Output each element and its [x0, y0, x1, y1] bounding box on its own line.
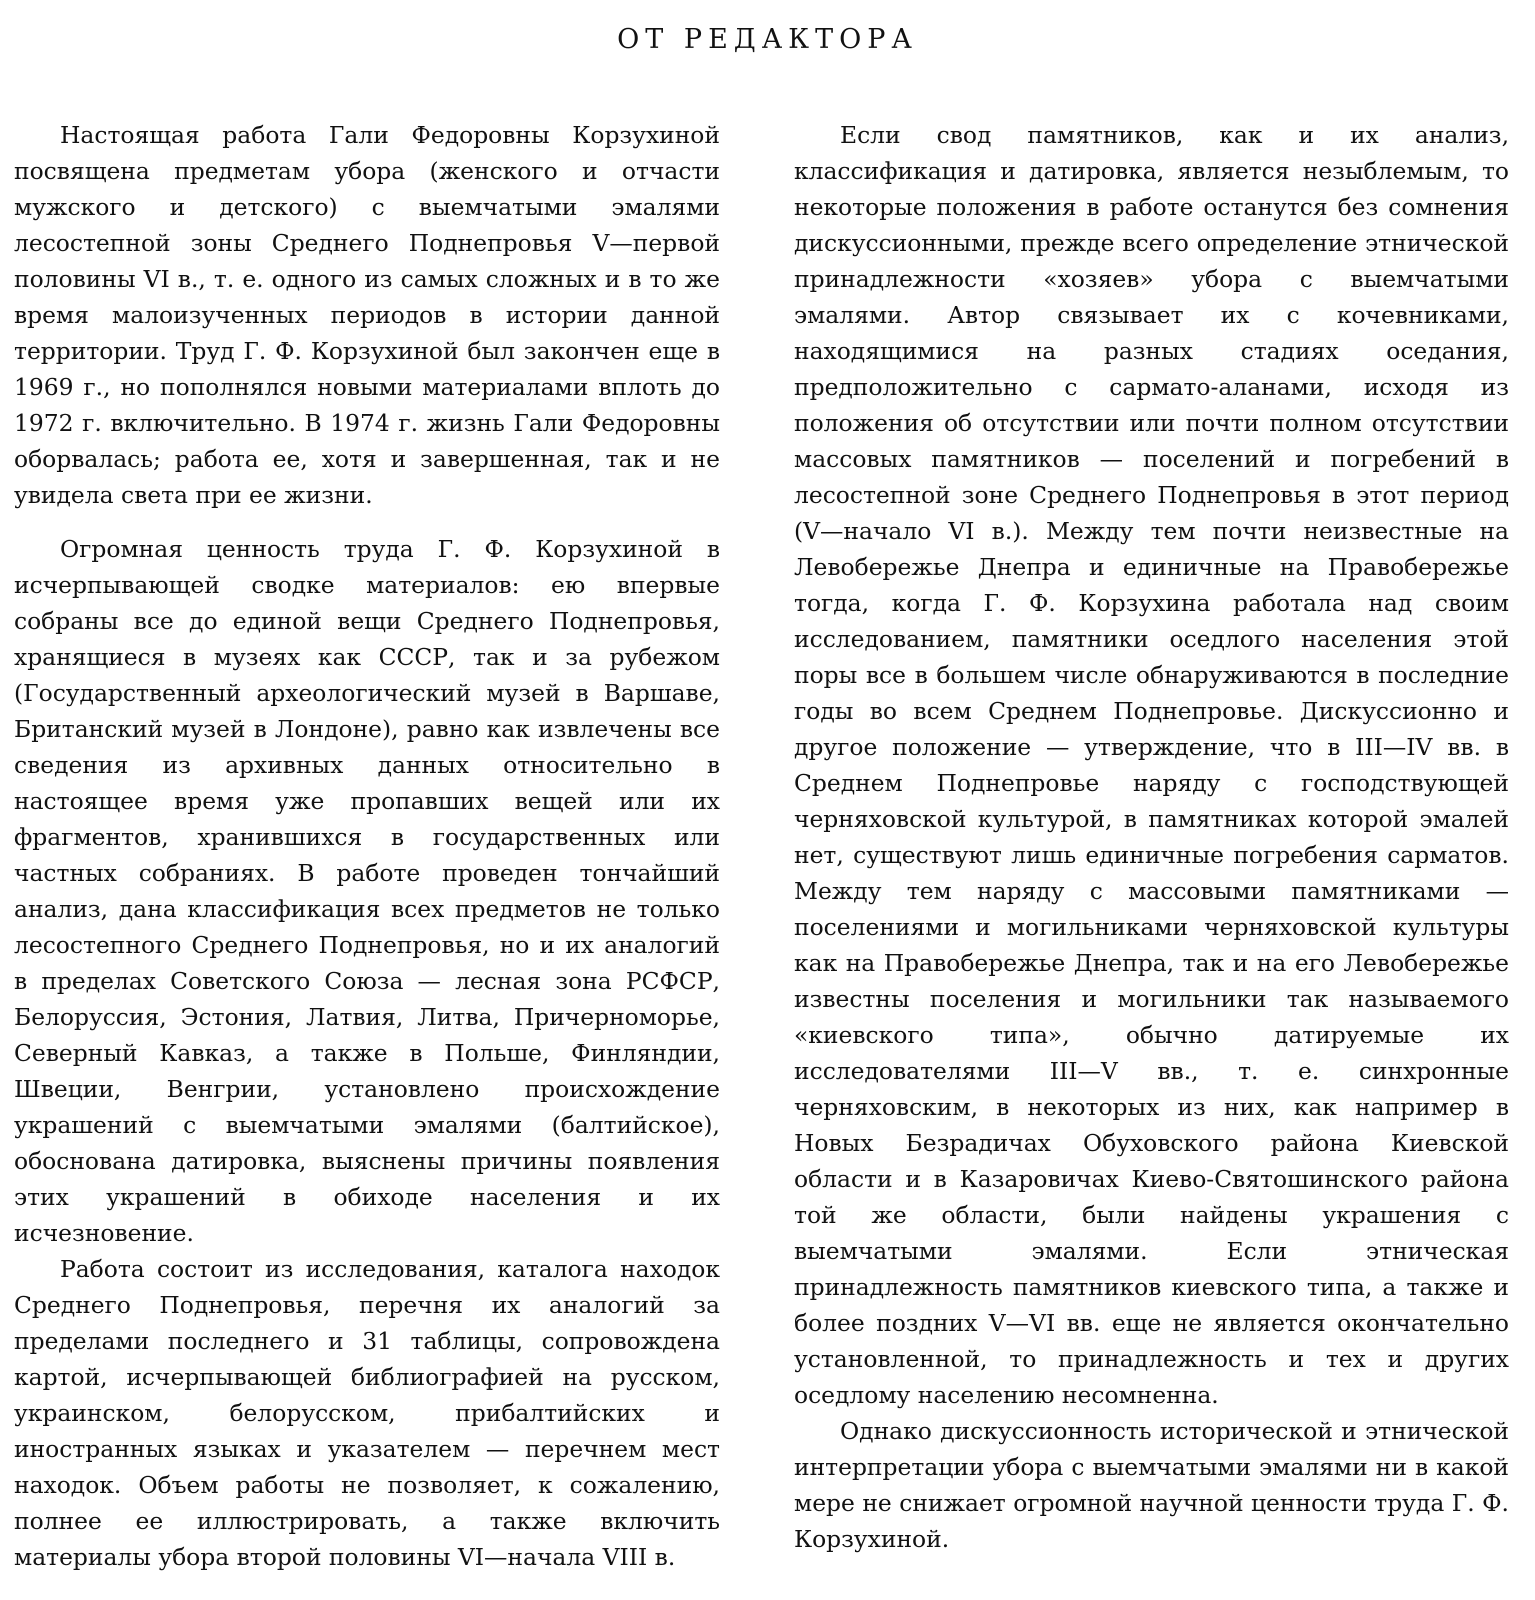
paragraph: Работа состоит из исследования, каталога находок Среднего Поднепровья, перечня их аналогий за пределами последнего и 31 таблицы, сопровождена картой, исчерпывающей библиографией на русском, украинском, белорусском, прибалтийских и иностранных языках и указателем — перечнем мест находок. Объем работы не позволяет, к сожалению, полнее ее иллюстрировать, а также включить материалы убора второй половины VI—начала VIII в.	[14, 1255, 720, 1571]
right-column	[794, 117, 1509, 1557]
paragraph: Если свод памятников, как и их анализ, классификация и датировка, является незыблемым, то некоторые положения в работе останутся без сомнения дискуссионными, прежде всего определение этнической принадлежности «хозяев» убора с выемчатыми эмалями. Автор связывает их с кочевниками, находящимися на разных стадиях оседания, предположительно с сармато-аланами, исходя из положения об отсутствии или почти полном отсутствии массовых памятников — поселений и погребений в лесостепной зоне Среднего Поднепровья в этот период (V—начало VI в.). Между тем почти неизвестные на Левобережье Днепра и единичные на Правобережье тогда, когда Г. Ф. Корзухина работала над своим исследованием, памятники оседлого населения этой поры все в большем числе обнаруживаются в последние годы во всем Среднем Поднепровье. Дискуссионно и другое положение — утверждение, что в III—IV вв. в Среднем Поднепровье наряду с господствующей черняховской культурой, в памятниках которой эмалей нет, существуют лишь единичные погребения сарматов. Между тем наряду с массовыми памятниками — поселениями и могильниками черняховской культуры как на Правобережье Днепра, так и на его Левобережье известны поселения и могильники так называемого «киевского типа», обычно датируемые их исследователями III—V вв., т. е. синхронные черняховским, в некоторых из них, как например в Новых Безрадичах Обуховского района Киевской области и в Казаровичах Киево-Святошинского района той же области, были найдены украшения с выемчатыми эмалями. Если этническая принадлежность памятников киевского типа, а также и более поздних V—VI вв. еще не является окончательно установленной, то принадлежность и тех и других оседлому населению несомненна.	[794, 121, 1509, 1409]
paragraph: Однако дискуссионность исторической и этнической интерпретации убора с выемчатыми эмалями ни в какой мере не снижает огромной научной ценности труда Г. Ф. Корзухиной.	[794, 1417, 1509, 1553]
page-title: ОТ РЕДАКТОРА	[617, 24, 918, 55]
paragraph: Огромная ценность труда Г. Ф. Корзухиной в исчерпывающей сводке материалов: ею впервые собраны все до единой вещи Среднего Поднепровья, хранящиеся в музеях как СССР, так и за рубежом (Государственный археологический музей в Варшаве, Британский музей в Лондоне), равно как извлечены все сведения из архивных данных относительно в настоящее время уже пропавших вещей или их фрагментов, хранившихся в государственных или частных собраниях. В работе проведен тончайший анализ, дана классификация всех предметов не только лесостепного Среднего Поднепровья, но и их аналогий в пределах Советского Союза — лесная зона РСФСР, Белоруссия, Эстония, Латвия, Литва, Причерноморье, Северный Кавказ, а также в Польше, Финляндии, Швеции, Венгрии, установлено происхождение украшений с выемчатыми эмалями (балтийское), обоснована датировка, выяснены причины появления этих украшений в обиходе населения и их исчезновение.	[14, 535, 720, 1247]
left-column	[14, 117, 720, 1575]
paragraph: Настоящая работа Гали Федоровны Корзухиной посвящена предметам убора (женского и отчасти мужского и детского) с выемчатыми эмалями лесостепной зоны Среднего Поднепровья V—первой половины VI в., т. е. одного из самых сложных и в то же время малоизученных периодов в истории данной территории. Труд Г. Ф. Корзухиной был закончен еще в 1969 г., но пополнялся новыми материалами вплоть до 1972 г. включительно. В 1974 г. жизнь Гали Федоровны оборвалась; работа ее, хотя и завершенная, так и не увидела света при ее жизни.	[14, 121, 720, 509]
